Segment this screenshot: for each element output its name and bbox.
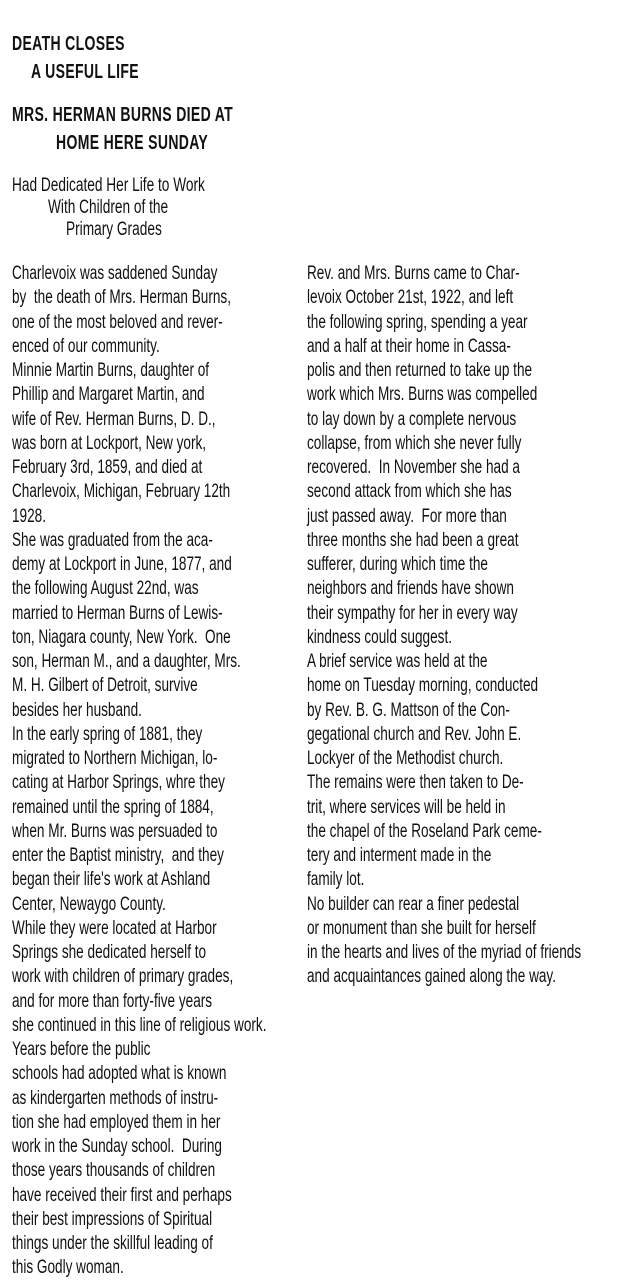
article-text: A brief service was held at the [307,651,488,672]
article-text-line [307,965,640,989]
article-text: and acquaintances gained along the way. [307,966,556,988]
article-text-line [307,674,640,698]
article-text: this Godly woman. [12,1257,124,1279]
article-text: demy at Lockport in June, 1877, and [12,554,232,575]
subhead-text-1: MRS. HERMAN BURNS DIED AT [12,104,234,126]
article-text: one of the most beloved and rever- [12,311,223,333]
article-text: The remains were then taken to De- [307,772,524,794]
article-text-line [307,286,640,310]
article-text-line [12,990,368,1014]
article-text-line [307,456,640,480]
article-text-line [307,771,640,795]
article-text-line [12,1159,368,1183]
article-text-line [307,893,640,917]
headline-text-2: A USEFUL LIFE [31,61,140,83]
article-text: kindness could suggest. [307,626,452,648]
article-text-line [307,408,640,432]
article-text-line [307,941,640,965]
article-text: enced of our community. [12,335,160,357]
article-text: their best impressions of Spiritual [12,1208,213,1230]
article-text: home on Tuesday morning, conducted [307,675,539,697]
article-text-line [307,262,640,286]
deck-line-2 [48,197,215,219]
article-text: work with children of primary grades, [12,966,234,988]
article-text-line [307,432,640,456]
deck-text-2: With Children of the [48,197,169,218]
article-text: second attack from which she has [307,481,512,503]
article-text: when Mr. Burns was persuaded to [12,820,218,842]
article-text: Center, Newaygo County. [12,893,166,915]
article-text: cating at Harbor Springs, whre they [12,772,225,794]
article-text: things under the skillful leading of [12,1233,213,1254]
article-text: as kindergarten methods of instru- [12,1087,219,1109]
subhead-line-2 [56,129,273,157]
deck-text-3: Primary Grades [66,219,162,240]
article-text: While they were located at Harbor [12,917,217,939]
article-text: trit, where services will be held in [307,796,506,818]
article-text-line [307,820,640,844]
article-text-line [307,626,640,650]
article-text: Rev. and Mrs. Burns came to Char- [307,263,520,284]
deck-line-3 [66,219,199,241]
article-text: Minnie Martin Burns, daughter of [12,360,210,381]
article-text: collapse, from which she never fully [307,432,522,454]
article-text: have received their first and perhaps [12,1184,232,1206]
article-text: was born at Lockport, New york, [12,432,207,454]
article-text-line [307,917,640,941]
article-text: In the early spring of 1881, they [12,723,203,745]
article-text: their sympathy for her in every way [307,602,518,624]
article-text-line [307,796,640,820]
article-text: those years thousands of children [12,1160,216,1182]
article-text: tery and interment made in the [307,845,492,866]
article-text: besides her husband. [12,699,142,721]
deck-line-1 [12,175,280,197]
article-text: Lockyer of the Methodist church. [307,748,504,769]
article-text: Charlevoix, Michigan, February 12th [12,481,231,503]
article-text: remained until the spring of 1884, [12,796,214,818]
article-text: and a half at their home in Cassa- [307,335,511,357]
article-text-line [307,844,640,868]
article-text: February 3rd, 1859, and died at [12,457,203,478]
article-text-line [307,529,640,553]
article-text-line [307,602,640,626]
article-text-line [12,1135,368,1159]
article-text-line [307,723,640,747]
article-text-line [12,1038,368,1062]
article-text: the chapel of the Roseland Park ceme- [307,820,542,842]
article-text: son, Herman M., and a daughter, Mrs. [12,651,241,672]
article-text-line [12,1062,368,1086]
article-text: family lot. [307,869,365,891]
article-text-line [307,359,640,383]
article-text-line [307,335,640,359]
article-text-line [12,1014,368,1038]
article-text-line [12,1232,368,1256]
article-text: neighbors and friends have shown [307,578,514,600]
article-text-line [12,1208,368,1232]
article-text-line [307,505,640,529]
article-text: recovered. In November she had a [307,457,520,478]
article-text: gegational church and Rev. John E. [307,723,522,745]
article-text-line [307,577,640,601]
article-text-line [12,1087,368,1111]
article-text: married to Herman Burns of Lewis- [12,602,223,624]
article-text: 1928. [12,505,46,527]
article-text-line [307,480,640,504]
article-text: Phillip and Margaret Martin, and [12,384,205,406]
article-text-line [307,650,640,674]
headline-line-1 [12,30,173,58]
article-text: No builder can rear a finer pedestal [307,893,520,915]
article-text: she continued in this line of religious work. [12,1014,267,1036]
article-text: levoix October 21st, 1922, and left [307,287,514,309]
article-text: sufferer, during which time the [307,554,488,575]
article-text: enter the Baptist ministry, and they [12,845,224,866]
article-text: Years before the public [12,1039,151,1060]
article-text: She was graduated from the aca- [12,529,213,551]
article-text: three months she had been a great [307,529,519,551]
article-text: in the hearts and lives of the myriad of friends [307,942,582,963]
article-text: just passed away. For more than [307,505,507,527]
article-text-line [307,553,640,577]
article-text-line [12,1111,368,1135]
article-text: by the death of Mrs. Herman Burns, [12,287,231,309]
deck-text-1: Had Dedicated Her Life to Work [12,175,205,196]
article-text-line [307,747,640,771]
headline-text-1: DEATH CLOSES [12,33,125,55]
article-text: work which Mrs. Burns was compelled [307,384,538,406]
article-text-line [307,311,640,335]
article-text: polis and then returned to take up the [307,360,533,381]
article-text-line [12,1256,368,1280]
article-text-line [307,383,640,407]
article-text: work in the Sunday school. During [12,1136,222,1157]
subhead-line-1 [12,101,328,129]
article-text: migrated to Northern Michigan, lo- [12,748,218,769]
article-text: Springs she dedicated herself to [12,942,207,963]
article-text: by Rev. B. G. Mattson of the Con- [307,699,510,721]
article-text: schools had adopted what is known [12,1063,227,1085]
article-text: Charlevoix was saddened Sunday [12,263,218,284]
article-text: tion she had employed them in her [12,1111,221,1133]
article-text: wife of Rev. Herman Burns, D. D., [12,408,216,430]
article-text: the following spring, spending a year [307,311,528,333]
article-text: and for more than forty-five years [12,990,213,1012]
article-text: M. H. Gilbert of Detroit, survive [12,675,198,697]
article-text-line [307,868,640,892]
article-text: began their life's work at Ashland [12,869,211,891]
headline-line-2 [31,58,185,86]
article-text: or monument than she built for herself [307,917,536,939]
article-text-line [307,699,640,723]
article-column-right [307,262,640,990]
article-text: ton, Niagara county, New York. One [12,626,231,648]
subhead-text-2: HOME HERE SUNDAY [56,132,209,154]
article-text: the following August 22nd, was [12,578,199,600]
article-text-line [12,1184,368,1208]
article-text: to lay down by a complete nervous [307,408,517,430]
